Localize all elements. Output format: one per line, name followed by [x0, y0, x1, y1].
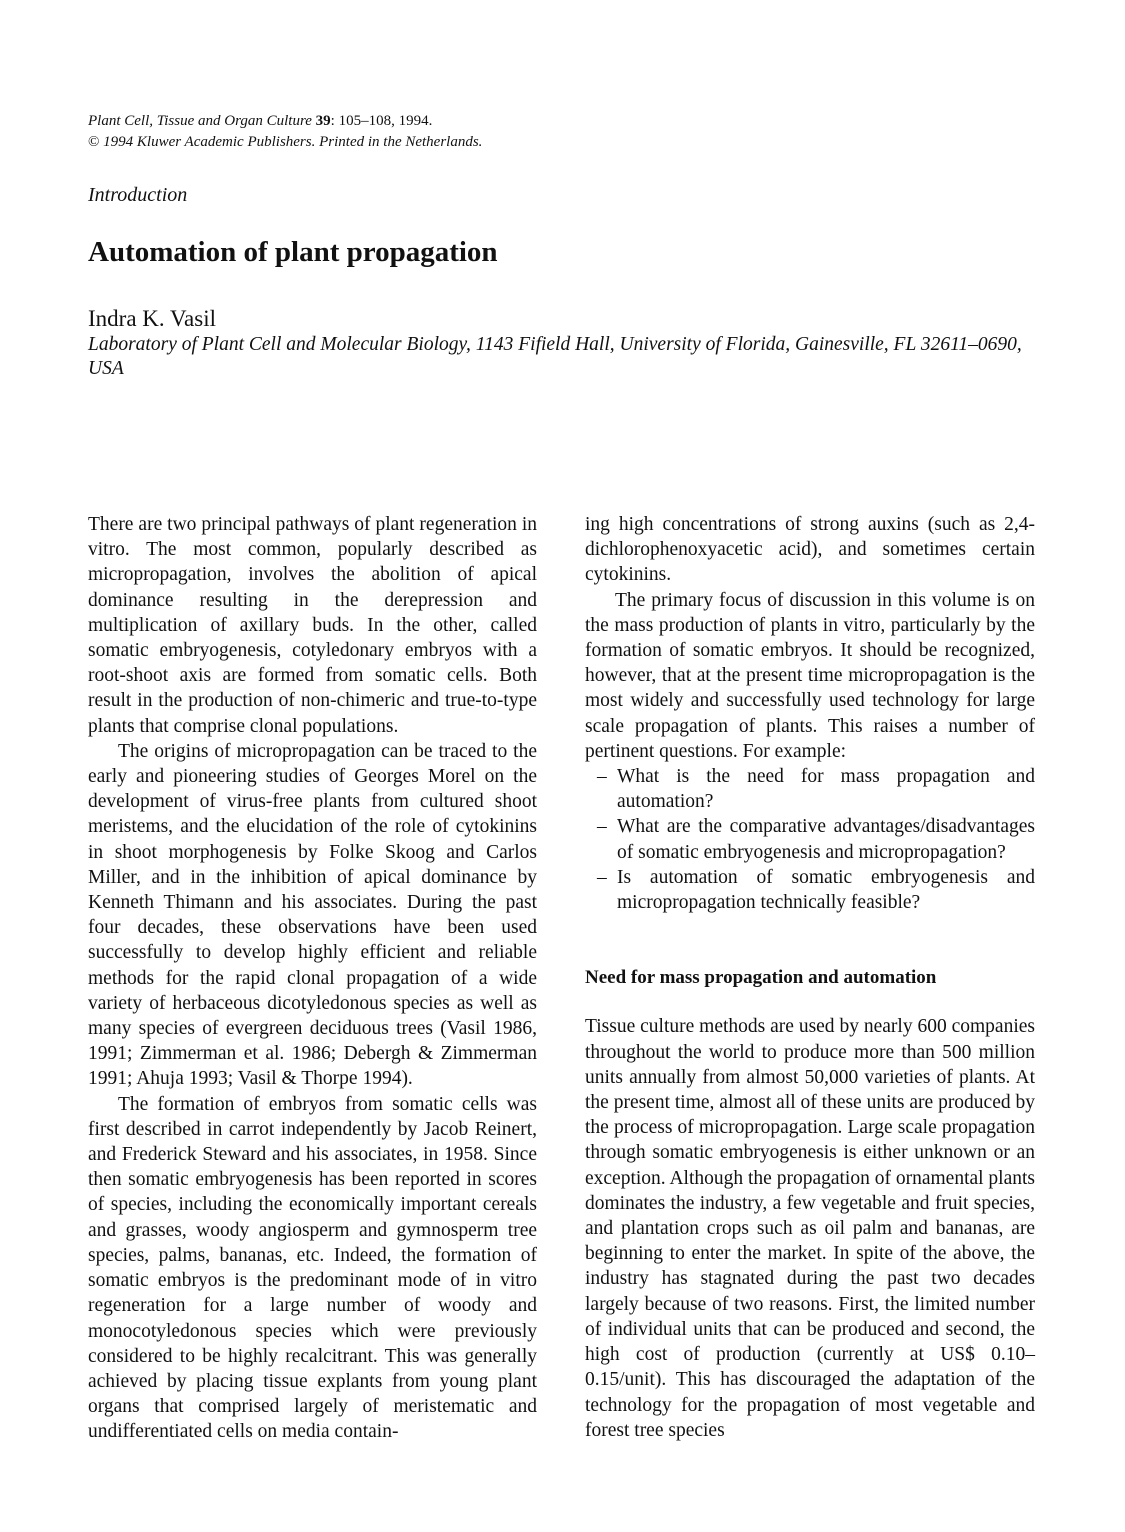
dash-bullet: –	[597, 866, 607, 888]
list-item	[585, 764, 1035, 814]
journal-name: Plant Cell, Tissue and Organ Culture	[88, 113, 312, 129]
list-item	[585, 814, 1035, 864]
paragraph: The origins of micropropagation can be traced to the early and pioneering studies of Georges Morel on the development of virus-free plants from cultured shoot meristems, and the elucidation of the role of cytokinins in shoot morphogenesis by Folke Skoog and Carlos Miller, and in the inhibition of apical dominance by Kenneth Thimann and his associates. During the past four decades, these observations have been used successfully to develop highly efficient and reliable methods for the rapid clonal propagation of a wide variety of herbaceous dicotyledonous species as well as many species of evergreen deciduous trees (Vasil 1986, 1991; Zimmerman et al. 1986; Debergh & Zimmerman 1991; Ahuja 1993; Vasil & Thorpe 1994).	[88, 740, 537, 1090]
left-column	[88, 512, 537, 1445]
list-item	[585, 865, 1035, 915]
journal-pages-year: : 105–108, 1994.	[330, 113, 433, 129]
list-item-text: Is automation of somatic embryogenesis and micropropagation technically feasible?	[617, 866, 1035, 914]
author-affiliation: Laboratory of Plant Cell and Molecular Biology, 1143 Fifield Hall, University of Florida, Gainesville, FL 32611–0690, USA	[88, 334, 1022, 379]
section-heading: Need for mass propagation and automation	[585, 967, 937, 989]
copyright-symbol: ©	[88, 134, 100, 150]
author-name: Indra K. Vasil	[88, 306, 216, 331]
paragraph: Tissue culture methods are used by nearly 600 companies throughout the world to produce more than 500 million units annually from almost 50,000 varieties of plants. At the present time, almost all of these units are produced by the process of micropropagation. Large scale propagation through somatic embryogenesis is either unknown or an exception. Although the propagation of ornamental plants dominates the industry, a few vegetable and fruit species, and plantation crops such as oil palm and bananas, are beginning to enter the market. In spite of the above, the industry has stagnated during the past two decades largely because of two reasons. First, the limited number of individual units that can be produced and second, the high cost of production (currently at US$ 0.10–0.15/unit). This has discouraged the adaptation of the technology for the propagation of most vegetable and forest tree species	[585, 1016, 1036, 1441]
question-list	[585, 764, 1035, 915]
list-item-text: What is the need for mass propagation and automation?	[617, 766, 1035, 813]
journal-volume: 39	[315, 113, 331, 129]
journal-citation	[88, 111, 482, 153]
paragraph: ing high concentrations of strong auxins (such as 2,4-dichlorophenoxyacetic acid), and sometimes certain cytokinins.	[585, 514, 1035, 586]
paragraph: The primary focus of discussion in this volume is on the mass production of plants in vitro, particularly by the formation of somatic embryos. It should be recognized, however, that at the present time micropropagation is the most widely and successfully used technology for large scale propagation of plants. This raises a number of pertinent questions. For example:	[585, 589, 1035, 762]
journal-line	[88, 111, 482, 132]
list-item-text: What are the comparative advantages/disadvantages of somatic embryogenesis and micropropagation?	[617, 816, 1035, 863]
article-title: Automation of plant propagation	[88, 236, 498, 268]
paragraph: The formation of embryos from somatic cells was first described in carrot independently by Jacob Reinert, and Frederick Steward and his associates, in 1958. Since then somatic embryogenesis has been reported in scores of species, including the economically important cereals and grasses, woody angiosperm and gymnosperm tree species, palms, bananas, etc. Indeed, the formation of somatic embryos is the predominant mode of in vitro regeneration for a large number of woody and monocotyledonous species which were previously considered to be highly recalcitrant. This was generally achieved by placing tissue explants from young plant organs that comprised largely of meristematic and undifferentiated cells on media contain-	[88, 1093, 537, 1443]
paragraph: There are two principal pathways of plant regeneration in vitro. The most common, popularly described as micropropagation, involves the abolition of apical dominance resulting in the derepression and multiplication of axillary buds. In the other, called somatic embryogenesis, cotyledonary embryos with a root-shoot axis are formed from somatic cells. Both result in the production of non-chimeric and true-to-type plants that comprise clonal populations.	[88, 514, 537, 737]
right-column	[585, 512, 1035, 1443]
copyright-text: 1994 Kluwer Academic Publishers. Printed in the Netherlands.	[103, 134, 483, 150]
dash-bullet: –	[597, 816, 607, 838]
dash-bullet: –	[597, 766, 607, 788]
section-tag: Introduction	[88, 184, 188, 206]
copyright-line	[88, 132, 482, 153]
